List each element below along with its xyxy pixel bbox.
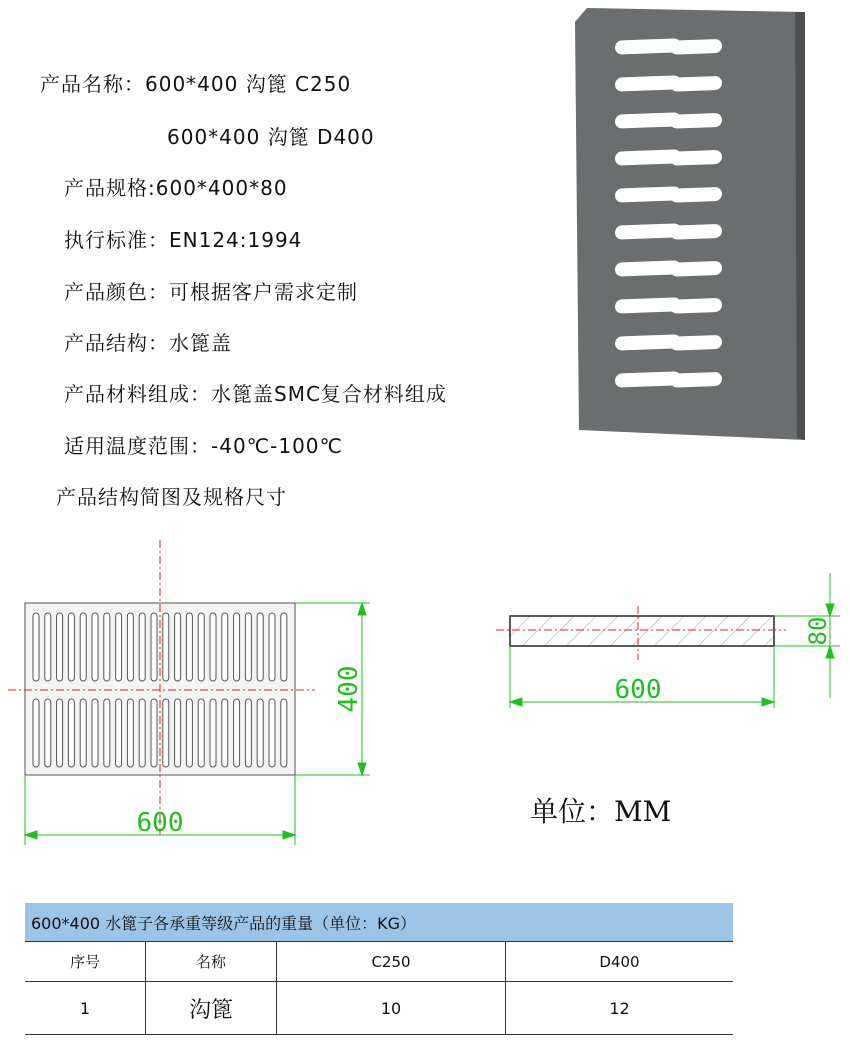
drawing-slot: [257, 613, 263, 681]
drawing-slot: [186, 613, 192, 681]
drawing-slot: [68, 613, 74, 681]
drawing-heading: 产品结构简图及规格尺寸: [56, 485, 287, 509]
weight-table: [25, 903, 733, 1035]
spec-size: [64, 178, 288, 198]
grating-slot: [670, 113, 722, 129]
drawing-slot: [33, 613, 39, 681]
drawing-slot: [210, 613, 216, 681]
drawing-slot: [33, 699, 39, 767]
drawing-slot: [175, 613, 181, 681]
drawing-slot: [92, 613, 98, 681]
spec-standard-label: 执行标准：: [64, 228, 169, 252]
top-view-width-dim: 600: [136, 808, 184, 838]
drawing-slot: [269, 613, 275, 681]
drawing-slot: [45, 699, 51, 767]
header-d400: D400: [506, 942, 734, 982]
drawing-slot: [127, 613, 133, 681]
table-row: [25, 982, 733, 1035]
spec-color: [64, 282, 358, 302]
cell-name: 沟篦: [146, 982, 277, 1035]
header-index: 序号: [25, 942, 146, 982]
spec-name-value-1: 600*400 沟篦 C250: [145, 72, 352, 96]
drawing-slot: [222, 699, 228, 767]
spec-structure: [64, 333, 232, 353]
grating-slot: [670, 224, 722, 240]
grating-slot: [670, 261, 722, 277]
side-view-section: [510, 616, 774, 646]
spec-name-line-2: [167, 127, 375, 147]
product-photo: [575, 8, 805, 440]
drawing-slot: [104, 699, 110, 767]
grating-slot: [670, 76, 722, 92]
grating-slot: [670, 372, 722, 388]
drawing-slot: [198, 699, 204, 767]
cell-d400: 12: [506, 982, 734, 1035]
grating-slot: [670, 335, 722, 351]
spec-material-label: 产品材料组成：: [64, 382, 211, 406]
drawing-slot: [234, 613, 240, 681]
header-name: 名称: [146, 942, 277, 982]
drawing-slot: [210, 699, 216, 767]
drawing-side-view: [490, 568, 850, 718]
drawing-slot: [80, 699, 86, 767]
spec-name-label: 产品名称：: [40, 72, 145, 96]
spec-color-value: 可根据客户需求定制: [169, 280, 358, 304]
weight-table-caption-row: [25, 903, 733, 942]
drawing-slot: [139, 699, 145, 767]
drawing-slot: [163, 613, 169, 681]
grating-slot: [670, 187, 722, 203]
drawing-slot: [45, 613, 51, 681]
weight-table-caption: 600*400 水篦子各承重等级产品的重量（单位：KG）: [25, 903, 733, 942]
drawing-slot: [151, 613, 157, 681]
drawing-slot: [281, 699, 287, 767]
weight-table-header-row: [25, 942, 733, 982]
grating-slot: [670, 298, 722, 314]
unit-label: 单位：MM: [530, 795, 672, 828]
drawing-top-view: [0, 535, 380, 855]
drawing-slot: [281, 613, 287, 681]
drawing-slot: [186, 699, 192, 767]
spec-structure-value: 水篦盖: [169, 331, 232, 355]
spec-material-value: 水篦盖SMC复合材料组成: [211, 382, 447, 406]
drawing-slot: [92, 699, 98, 767]
spec-material: [64, 384, 447, 404]
spec-temp-value: -40℃-100℃: [211, 434, 343, 458]
drawing-slot: [151, 699, 157, 767]
spec-temp-label: 适用温度范围：: [64, 434, 211, 458]
drawing-slot: [234, 699, 240, 767]
top-view-height-dim: 400: [334, 665, 364, 713]
drawing-slot: [245, 699, 251, 767]
spec-structure-label: 产品结构：: [64, 331, 169, 355]
drawing-slot: [245, 613, 251, 681]
drawing-slot: [80, 613, 86, 681]
spec-size-label: 产品规格:: [64, 176, 156, 200]
cell-index: 1: [25, 982, 146, 1035]
drawing-slot: [175, 699, 181, 767]
drawing-slot: [127, 699, 133, 767]
drawing-slot: [163, 699, 169, 767]
spec-name-line-1: [40, 74, 351, 94]
spec-color-label: 产品颜色：: [64, 280, 169, 304]
spec-temperature: [64, 436, 343, 456]
spec-name-value-2: 600*400 沟篦 D400: [167, 125, 375, 149]
cell-c250: 10: [277, 982, 506, 1035]
spec-standard: [64, 230, 302, 250]
drawing-slot: [116, 699, 122, 767]
grating-slot: [670, 39, 722, 55]
drawing-slot: [104, 613, 110, 681]
header-c250: C250: [277, 942, 506, 982]
drawing-slot: [269, 699, 275, 767]
drawing-slot: [198, 613, 204, 681]
drawing-slot: [57, 699, 63, 767]
drawing-slot: [68, 699, 74, 767]
drawing-slot: [116, 613, 122, 681]
drawing-slot: [139, 613, 145, 681]
drawing-slot: [222, 613, 228, 681]
side-view-height-dim: 80: [804, 616, 832, 646]
grating-slot: [670, 150, 722, 166]
drawing-slot: [257, 699, 263, 767]
spec-standard-value: EN124:1994: [169, 228, 303, 252]
drawing-slot: [57, 613, 63, 681]
side-view-width-dim: 600: [614, 675, 662, 705]
spec-size-value: 600*400*80: [155, 176, 288, 200]
